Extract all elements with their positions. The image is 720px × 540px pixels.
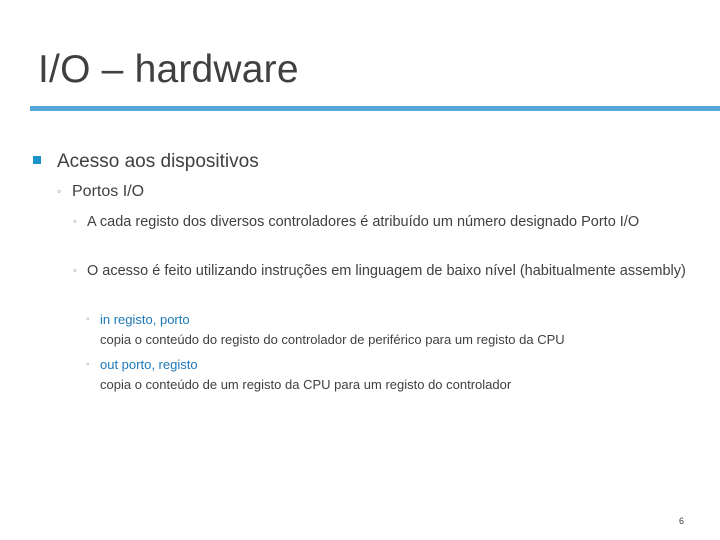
slide-title: I/O – hardware bbox=[38, 48, 299, 91]
title-underline bbox=[30, 106, 720, 111]
circle-bullet-icon: ◦ bbox=[73, 216, 77, 228]
bullet-level3 bbox=[73, 261, 703, 282]
instruction-syntax: out porto, registo bbox=[100, 357, 198, 372]
bullet-level3-text: O acesso é feito utilizando instruções em linguagem de baixo nível (habitualmente assembly) bbox=[87, 263, 686, 279]
bullet-level3-text: A cada registo dos diversos controladores é atribuído um número designado Porto I/O bbox=[87, 214, 640, 230]
instruction-description: copia o conteúdo de um registo da CPU para um registo do controlador bbox=[100, 377, 512, 392]
instruction-description: copia o conteúdo do registo do controlador de periférico para um registo da CPU bbox=[100, 332, 565, 347]
circle-bullet-icon: ◦ bbox=[57, 184, 62, 198]
bullet-level4 bbox=[86, 310, 706, 350]
circle-bullet-icon: ◦ bbox=[86, 314, 90, 325]
bullet-level3 bbox=[73, 212, 703, 233]
page-number: 6 bbox=[678, 516, 684, 526]
square-bullet-icon bbox=[33, 156, 41, 164]
circle-bullet-icon: ◦ bbox=[86, 359, 90, 370]
instruction-syntax: in registo, porto bbox=[100, 312, 190, 327]
bullet-level2-text: Portos I/O bbox=[72, 183, 145, 200]
bullet-level4 bbox=[86, 355, 706, 395]
circle-bullet-icon: ◦ bbox=[73, 265, 77, 277]
bullet-level1-text: Acesso aos dispositivos bbox=[57, 151, 259, 172]
